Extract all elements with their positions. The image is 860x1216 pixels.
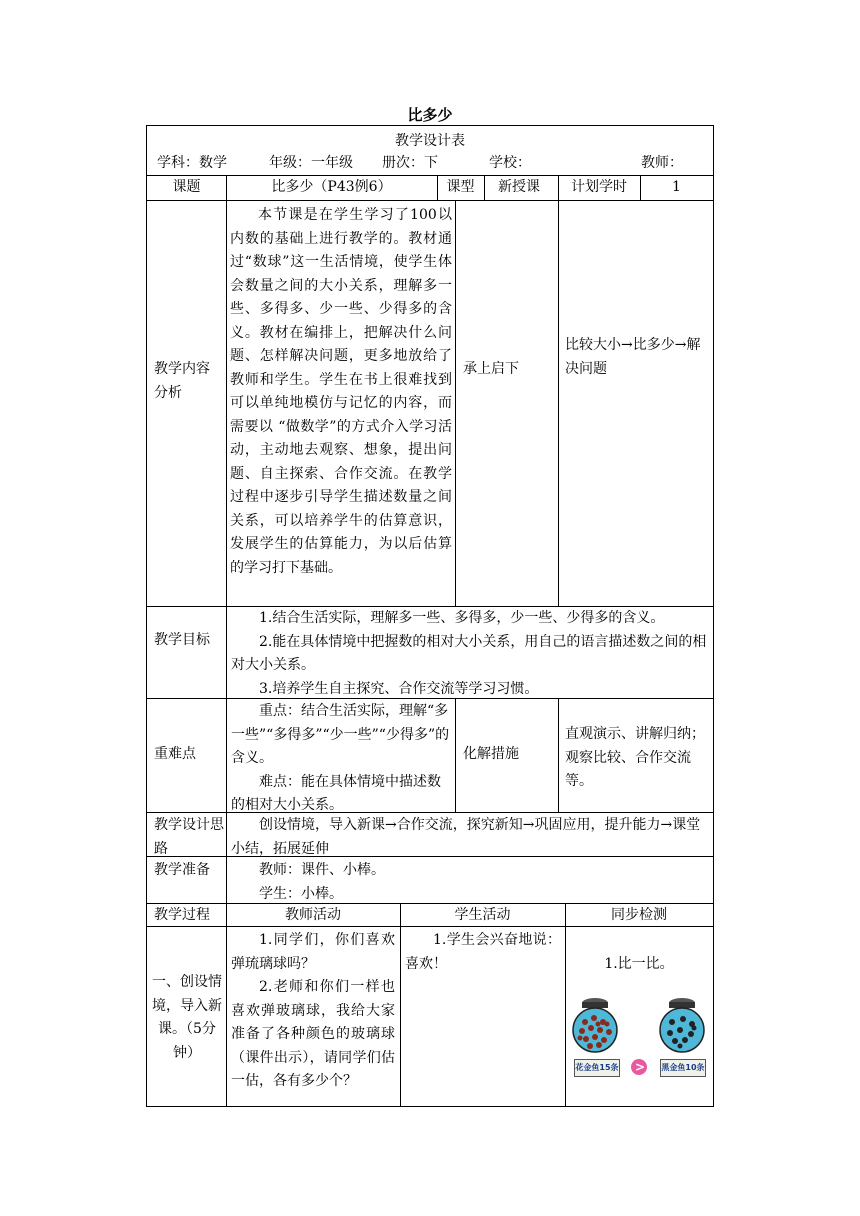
teacher-step: 2.老师和你们一样也喜欢弹玻璃球，我给大家准备了各种颜色的玻璃球（课件出示），请同学们估一估，各有多少个？ <box>231 979 395 1089</box>
design-text <box>231 814 711 861</box>
jar-right-label: 黑金鱼10条 <box>660 1059 706 1077</box>
meta-school: 学校： <box>489 155 531 171</box>
divider <box>226 698 227 812</box>
divider <box>558 175 559 200</box>
type-label: 课型 <box>446 179 475 195</box>
divider <box>147 856 713 857</box>
objectives-list <box>231 607 711 701</box>
meta-teacher: 教师： <box>641 155 683 171</box>
measures-text: 直观演示、讲解归纳；观察比较、合作交流等。 <box>565 726 705 789</box>
keypoints-text <box>231 700 453 818</box>
keypoints-label: 重难点 <box>154 746 196 762</box>
stage1-check: 1.比一比。 <box>604 956 674 972</box>
document-title: 比多少 <box>407 106 453 124</box>
objective-item: 1.结合生活实际，理解多一些、多得多，少一些、少得多的含义。 <box>259 610 665 626</box>
objectives-label: 教学目标 <box>154 632 210 648</box>
divider <box>226 175 227 200</box>
divider <box>640 175 641 200</box>
analysis-paragraph: 本节课是在学生学习了100以内数的基础上进行教学的。教材通过“数球”这一生活情境，使学生体会数量之间的大小关系，理解多一些、多得多、少一些、少得多的含义。教材在编排上，把解决什么问题、怎样解决问题，更多地放给了教师和学生。学生在书上很难找到可以单纯地模仿与记忆的内容，而需要以 “做数学”的方式介入学习活动，主动地去观察、想象，提出问题、自主探索、合作交流。在教学过程中逐步引导学生描述数量之间关系，可以培养学牛的估算意识，发展学生的估算能力，为以后估算的学习打下基础。 <box>230 207 452 576</box>
jar-right-icon <box>660 998 704 1052</box>
objective-item: 2.能在具体情境中把握数的相对大小关系，用自己的语言描述数之间的相对大小关系。 <box>231 633 707 673</box>
student-step: 1.学生会兴奋地说：喜欢！ <box>405 932 561 972</box>
topic-label: 课题 <box>172 179 201 195</box>
teacher-activity-header: 教师活动 <box>285 907 341 923</box>
stage1-label: 一、创设情境，导入新课。（5分钟） <box>152 974 222 1061</box>
divider <box>484 175 485 200</box>
divider <box>400 903 401 1106</box>
divider <box>558 698 559 812</box>
teacher-step: 1.同学们，你们喜欢弹琉璃球吗？ <box>231 932 395 972</box>
compare-symbol: > <box>635 1060 646 1074</box>
divider <box>147 200 713 201</box>
divider <box>226 812 227 856</box>
divider <box>565 903 566 1106</box>
divider <box>558 200 559 606</box>
process-label: 教学过程 <box>154 907 210 923</box>
design-paragraph: 创设情境，导入新课→合作交流，探究新知→巩固应用，提升能力→课堂小结，拓展延伸 <box>231 817 701 857</box>
divider <box>147 926 713 927</box>
design-label: 教学设计思路 <box>154 817 224 857</box>
jar-left-label: 花金鱼15条 <box>574 1059 620 1077</box>
divider <box>147 812 713 813</box>
analysis-flow: 比较大小→比多少→解决问题 <box>565 337 701 377</box>
difficult-point: 难点：能在具体情境中描述数的相对大小关系。 <box>231 773 441 813</box>
measures-label: 化解措施 <box>463 746 519 762</box>
stage1-student <box>405 929 561 976</box>
divider <box>226 606 227 698</box>
analysis-role: 承上启下 <box>463 361 519 377</box>
jar-left-icon <box>573 998 617 1052</box>
key-point: 重点：结合生活实际，理解“多一些”“多得多”“少一些”“少得多”的含义。 <box>231 703 450 766</box>
divider <box>226 903 227 1106</box>
topic-value: 比多少（P43例6） <box>271 179 392 195</box>
hours-value: 1 <box>672 179 681 195</box>
meta-grade: 年级：一年级 <box>269 155 353 171</box>
analysis-label: 教学内容分析 <box>154 361 210 401</box>
divider <box>226 200 227 606</box>
prep-teacher: 教师：课件、小棒。 <box>259 862 385 878</box>
divider <box>455 200 456 606</box>
prep-student: 学生：小棒。 <box>259 885 343 902</box>
meta-volume: 册次：下 <box>382 155 438 171</box>
divider <box>437 175 438 200</box>
hours-label: 计划学时 <box>571 179 627 195</box>
analysis-text <box>230 204 452 580</box>
type-value: 新授课 <box>498 179 540 195</box>
prep-text <box>231 859 711 906</box>
divider <box>455 698 456 812</box>
divider <box>226 856 227 903</box>
objective-item: 3.培养学生自主探究、合作交流等学习习惯。 <box>259 680 539 697</box>
table-header: 教学设计表 <box>395 133 465 149</box>
stage1-teacher <box>231 929 395 1094</box>
meta-subject: 学科：数学 <box>157 155 227 171</box>
student-activity-header: 学生活动 <box>454 907 511 923</box>
check-header: 同步检测 <box>611 907 667 923</box>
design-table <box>146 125 714 1107</box>
divider <box>147 698 713 699</box>
prep-label: 教学准备 <box>154 862 210 878</box>
